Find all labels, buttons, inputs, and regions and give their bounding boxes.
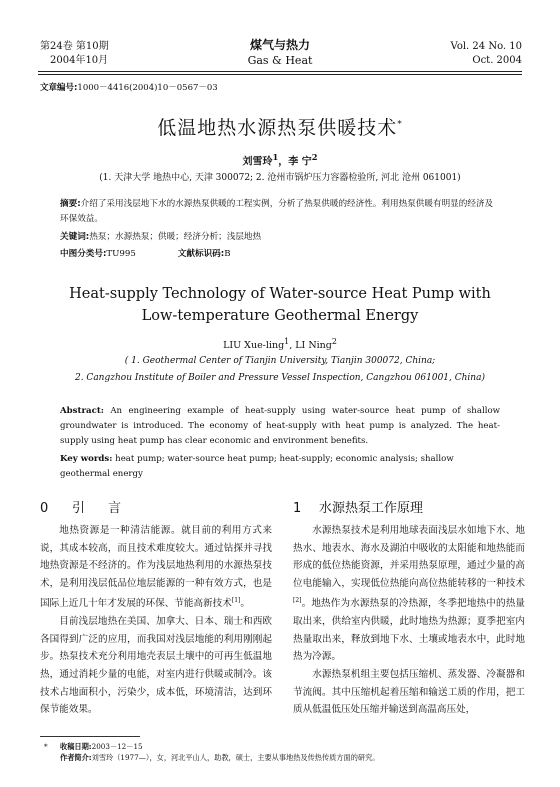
principle-paragraph-1-end: 。地热作为水源热泵的冷热源，冬季把地热中的热量取出来，供给室内供暖，此时地热为热源；夏季把室内热量取出来，释放到地下水、土壤或地表水中，此时地热为冷源。	[293, 598, 525, 663]
title-cn-text: 低温地热水源热泵供暖技术	[157, 117, 398, 139]
doc-code-label: 文献标识码:	[177, 249, 225, 259]
date-en: Oct. 2004	[472, 55, 522, 66]
footnote-rule	[40, 736, 140, 737]
section-1-title: 水源热泵工作原理	[319, 501, 424, 516]
author-1-cn: 刘雪玲	[242, 156, 273, 168]
citation-2: [2]	[293, 597, 302, 605]
principle-paragraph-1	[293, 522, 525, 666]
keywords-en-label: Key words:	[60, 454, 113, 464]
affiliation-cn: (1. 天津大学 地热中心, 天津 300072; 2. 沧州市锅炉压力容器检验所, 河北 沧州 061001)	[99, 173, 461, 183]
intro-paragraph-1-text: 地热资源是一种清洁能源。就目前的利用方式来说，其成本较高，而且技术难度较大。通过钻探并寻找地热资源是不经济的。作为浅层地热利用的水源热泵技术，是利用浅层低品位地层能源的一种有效方式，也是国际上近几十年才发展的环保、节能高新技术	[40, 525, 272, 610]
header-rule-thin	[38, 74, 522, 75]
footnote	[44, 741, 380, 763]
intro-paragraph-2: 目前浅层地热在美国、加拿大、日本、瑞士和西欧各国得到广泛的应用，而我国对浅层地能的利用刚刚起步。热泵技术充分利用地壳表层土壤中的可再生低温地热，通过消耗少量的电能，对室内进行供暖或制冷。该技术占地面积小，污染少，成本低，环境清洁，达到环保节能效果。	[40, 616, 272, 716]
received-date: 2003－12－15	[91, 742, 143, 751]
section-0-heading	[40, 497, 121, 516]
principle-paragraph-2: 水源热泵机组主要包括压缩机、蒸发器、冷凝器和节流阀。其中压缩机起着压缩和输送工质的作用，把工质从低温低压处压缩并输送到高温高压处，	[293, 668, 525, 716]
principle-paragraph-1-text: 水源热泵技术是利用地球表面浅层水如地下水、地热水、地表水、海水及湖泊中吸收的太阳能和地热能而形成的低位热能资源，并采用热泵原理，通过少量的高位电能输入，实现低位热能向高位热能转移的一种技术	[293, 525, 525, 589]
author-bio-line	[60, 752, 379, 763]
clc-label: 中图分类号:	[60, 249, 107, 259]
volume-issue-cn: 第24卷 第10期	[40, 41, 109, 52]
header-right	[451, 40, 522, 68]
author-bio: 刘雪玲（1977—），女，河北平山人，助教，硕士，主要从事地热及传热传质方面的研究。	[91, 753, 380, 762]
received-label: 收稿日期:	[60, 742, 92, 751]
body-column-left	[40, 522, 272, 719]
affiliation-en-line-2: 2. Cangzhou Institute of Boiler and Pressure Vessel Inspection, Cangzhou 061001, China)	[74, 373, 485, 383]
section-0-title-part-1: 引	[72, 501, 86, 516]
abstract-en	[60, 404, 500, 449]
journal-name-en: Gas & Heat	[247, 54, 313, 67]
author-1-en-sup: 1	[284, 337, 290, 346]
keywords-cn-text: 热泵；水源热泵；供暖；经济分析；浅层地热	[89, 232, 262, 242]
affiliation-en	[0, 353, 560, 387]
title-cn	[0, 113, 560, 140]
section-1-heading	[293, 497, 423, 516]
keywords-cn-label: 关键词:	[60, 232, 90, 242]
intro-paragraph-1-end: 。	[240, 598, 250, 610]
author-2-sup: 2	[311, 152, 318, 162]
keywords-cn	[60, 230, 261, 242]
title-en	[0, 283, 560, 327]
title-en-line-1: Heat-supply Technology of Water-source Heat Pump with	[69, 286, 491, 302]
doc-code-value: B	[224, 249, 231, 259]
affiliation-en-line-1: ( 1. Geothermal Center of Tianjin University, Tianjin 300072, China;	[124, 356, 436, 366]
keywords-en-text: heat pump; water-source heat pump; heat-supply; economic analysis; shallow geothermal energy	[60, 454, 454, 479]
section-0-title-part-2: 言	[108, 501, 122, 516]
classification-line	[60, 247, 231, 259]
title-en-line-2: Low-temperature Geothermal Energy	[141, 308, 419, 324]
author-2-en-sup: 2	[331, 337, 337, 346]
volume-issue-en: Vol. 24 No. 10	[450, 41, 522, 52]
body-column-right	[293, 522, 525, 719]
title-footnote-mark: *	[397, 119, 403, 130]
author-1-en: LIU Xue-ling	[223, 340, 285, 352]
author-2-cn: ，李 宁	[278, 156, 312, 168]
date-cn: 2004年10月	[50, 55, 109, 66]
received-date-line	[60, 741, 379, 752]
citation-1: [1]	[231, 597, 241, 605]
section-1-number: 1	[293, 501, 302, 516]
bio-label: 作者简介:	[60, 753, 92, 762]
article-number-value: 1000－4416(2004)10－0567－03	[77, 83, 218, 93]
abstract-en-label: Abstract:	[60, 406, 104, 416]
author-2-en: , LI Ning	[289, 340, 332, 352]
abstract-en-text: An engineering example of heat-supply using water-source heat pump of shallow groundwater is introduced. The economy of heat-supply with heat pump is analyzed. The heat-supply using heat pump has clear economic and environment benefits.	[60, 406, 500, 446]
footnote-star: *	[44, 742, 48, 751]
header-rule	[38, 71, 522, 72]
keywords-en	[60, 452, 500, 482]
intro-paragraph-1	[40, 522, 272, 613]
author-1-sup: 1	[272, 152, 279, 162]
abstract-cn-label: 摘要:	[60, 199, 81, 209]
article-number-label: 文章编号:	[40, 83, 78, 93]
authors-en	[0, 337, 560, 351]
authors-cn	[0, 152, 560, 167]
abstract-cn-text: 介绍了采用浅层地下水的水源热泵供暖的工程实例，分析了热泵供暖的经济性。利用热泵供暖有明显的经济及环保效益。	[60, 199, 494, 224]
section-0-number: 0	[40, 501, 49, 516]
journal-name-cn: 煤气与热力	[249, 38, 310, 52]
clc-value: TU995	[106, 249, 136, 259]
article-number	[40, 81, 218, 93]
abstract-cn	[60, 197, 500, 227]
